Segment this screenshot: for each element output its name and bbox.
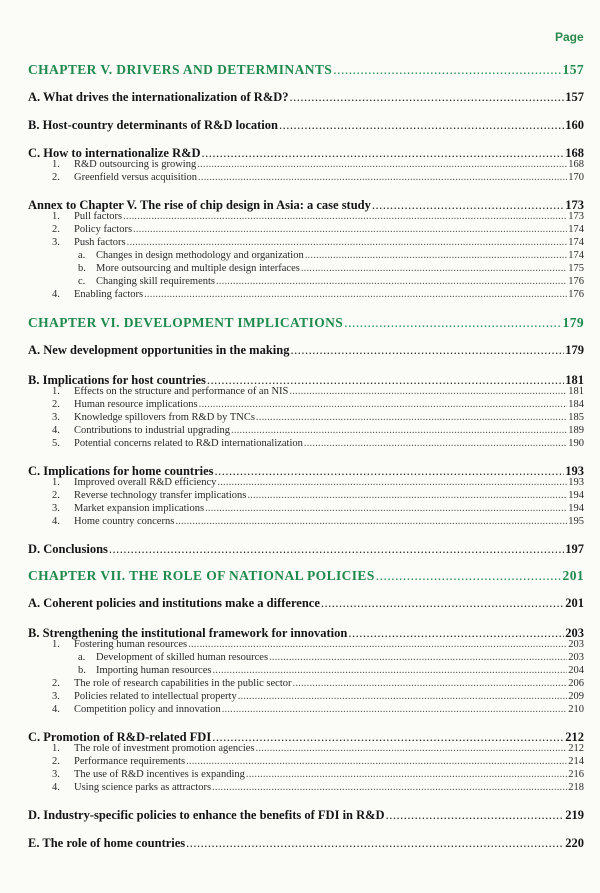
dot-leader xyxy=(386,808,565,823)
entry-number: 1. xyxy=(52,743,60,754)
toc-entry-section xyxy=(28,596,584,611)
entry-number: 1. xyxy=(52,386,60,397)
entry-number: c. xyxy=(78,276,86,287)
entry-title: CHAPTER VI. DEVELOPMENT IMPLICATIONS xyxy=(28,315,344,330)
toc-entry-sub xyxy=(52,172,584,183)
entry-page-number: 203 xyxy=(568,652,584,663)
entry-page-number: 201 xyxy=(565,596,584,610)
entry-page-number: 203 xyxy=(565,626,584,640)
dot-leader xyxy=(188,639,567,650)
entry-number: 4. xyxy=(52,425,60,436)
dot-leader xyxy=(199,399,568,410)
entry-number: 3. xyxy=(52,412,60,423)
dot-leader xyxy=(231,425,567,436)
entry-number: 2. xyxy=(52,399,60,410)
entry-number: 2. xyxy=(52,490,60,501)
toc-entry-section xyxy=(28,118,584,133)
dot-leader xyxy=(222,704,568,715)
dot-leader xyxy=(289,386,567,397)
dot-leader xyxy=(279,118,564,133)
entry-page-number: 174 xyxy=(568,224,584,235)
entry-page-number: 193 xyxy=(565,464,584,478)
entry-number: 4. xyxy=(52,289,60,300)
entry-page-number: 206 xyxy=(568,678,584,689)
toc-entry-sub xyxy=(52,386,584,397)
dot-leader xyxy=(175,516,567,527)
entry-title: E. The role of home countries xyxy=(28,836,186,850)
toc-entry-sub xyxy=(52,782,584,793)
toc-entry-sub xyxy=(52,438,584,449)
entry-title: Competition policy and innovation xyxy=(74,704,221,715)
entry-number: 4. xyxy=(52,516,60,527)
entry-title: Market expansion implications xyxy=(74,503,205,514)
toc-entry-section xyxy=(28,808,584,823)
entry-page-number: 170 xyxy=(568,172,584,183)
toc-entry-sub xyxy=(52,237,584,248)
entry-title: Home country concerns xyxy=(74,516,175,527)
toc-entry-section xyxy=(28,836,584,851)
toc-entry-subsub xyxy=(78,250,584,261)
entry-page-number: 179 xyxy=(562,315,584,330)
entry-number: 4. xyxy=(52,782,60,793)
dot-leader xyxy=(256,412,567,423)
entry-number: 5. xyxy=(52,438,60,449)
entry-title: Reverse technology transfer implications xyxy=(74,490,247,501)
toc-entry-chapter xyxy=(28,568,584,584)
entry-number: b. xyxy=(78,665,86,676)
dot-leader xyxy=(321,596,564,611)
dot-leader xyxy=(246,769,567,780)
entry-title: Push factors xyxy=(74,237,126,248)
entry-number: 3. xyxy=(52,691,60,702)
entry-title: CHAPTER VII. THE ROLE OF NATIONAL POLICIES xyxy=(28,568,375,583)
dot-leader xyxy=(109,542,564,557)
entry-page-number: 174 xyxy=(568,237,584,248)
entry-title: Performance requirements xyxy=(74,756,186,767)
entry-page-number: 174 xyxy=(568,250,584,261)
entry-page-number: 168 xyxy=(568,159,584,170)
entry-number: 3. xyxy=(52,503,60,514)
dot-leader xyxy=(144,289,567,300)
entry-number: 2. xyxy=(52,172,60,183)
entry-title: Human resource implications xyxy=(74,399,198,410)
entry-page-number: 216 xyxy=(568,769,584,780)
toc-entry-chapter xyxy=(28,62,584,78)
entry-page-number: 185 xyxy=(568,412,584,423)
dot-leader xyxy=(133,224,567,235)
dot-leader xyxy=(256,743,568,754)
entry-title: Fostering human resources xyxy=(74,639,188,650)
entry-number: 2. xyxy=(52,224,60,235)
dot-leader xyxy=(344,315,561,331)
toc-entry-sub xyxy=(52,639,584,650)
entry-title: More outsourcing and multiple design interfaces xyxy=(96,263,300,274)
toc-entry-sub xyxy=(52,704,584,715)
entry-title: CHAPTER V. DRIVERS AND DETERMINANTS xyxy=(28,62,333,77)
entry-title: R&D outsourcing is growing xyxy=(74,159,197,170)
dot-leader xyxy=(247,490,567,501)
toc-entry-sub xyxy=(52,224,584,235)
toc-entry-sub xyxy=(52,412,584,423)
entry-title: Development of skilled human resources xyxy=(96,652,269,663)
entry-title: Pull factors xyxy=(74,211,123,222)
entry-title: D. Industry-specific policies to enhance the benefits of FDI in R&D xyxy=(28,808,385,822)
toc-entry-subsub xyxy=(78,652,584,663)
toc-entry-section xyxy=(28,90,584,105)
toc-entry-sub xyxy=(52,425,584,436)
entry-title: Knowledge spillovers from R&D by TNCs xyxy=(74,412,255,423)
toc-entry-sub xyxy=(52,516,584,527)
entry-title: Greenfield versus acquisition xyxy=(74,172,198,183)
entry-page-number: 204 xyxy=(568,665,584,676)
entry-title: The role of research capabilities in the public sector xyxy=(74,678,292,689)
entry-title: Enabling factors xyxy=(74,289,144,300)
toc-entry-sub xyxy=(52,399,584,410)
entry-page-number: 160 xyxy=(565,118,584,132)
entry-title: Policy factors xyxy=(74,224,133,235)
dot-leader xyxy=(216,276,567,287)
entry-page-number: 176 xyxy=(568,276,584,287)
entry-title: Using science parks as attractors xyxy=(74,782,212,793)
entry-page-number: 195 xyxy=(568,516,584,527)
toc-entry-subsub xyxy=(78,276,584,287)
entry-number: 2. xyxy=(52,756,60,767)
entry-title: C. How to internationalize R&D xyxy=(28,146,201,160)
entry-title: C. Promotion of R&D-related FDI xyxy=(28,730,212,744)
entry-title: C. Implications for home countries xyxy=(28,464,214,478)
dot-leader xyxy=(212,665,567,676)
entry-page-number: 209 xyxy=(568,691,584,702)
dot-leader xyxy=(123,211,567,222)
dot-leader xyxy=(198,172,567,183)
dot-leader xyxy=(238,691,568,702)
entry-page-number: 173 xyxy=(565,198,584,212)
dot-leader xyxy=(212,782,567,793)
dot-leader xyxy=(333,62,561,78)
entry-page-number: 210 xyxy=(568,704,584,715)
entry-number: 1. xyxy=(52,159,60,170)
entry-page-number: 214 xyxy=(568,756,584,767)
entry-number: 1. xyxy=(52,211,60,222)
entry-title: B. Implications for host countries xyxy=(28,373,206,387)
dot-leader xyxy=(304,438,567,449)
toc-entry-sub xyxy=(52,477,584,488)
entry-page-number: 181 xyxy=(568,386,584,397)
toc-entry-section xyxy=(28,343,584,358)
entry-page-number: 193 xyxy=(568,477,584,488)
entry-number: 1. xyxy=(52,639,60,650)
entry-page-number: 184 xyxy=(568,399,584,410)
dot-leader xyxy=(293,678,568,689)
toc-entry-sub xyxy=(52,211,584,222)
entry-number: a. xyxy=(78,652,86,663)
entry-title: Annex to Chapter V. The rise of chip design in Asia: a case study xyxy=(28,198,371,212)
entry-number: b. xyxy=(78,263,86,274)
toc-entry-sub xyxy=(52,289,584,300)
toc-entry-chapter xyxy=(28,315,584,331)
entry-title: Potential concerns related to R&D internationalization xyxy=(74,438,303,449)
dot-leader xyxy=(197,159,567,170)
dot-leader xyxy=(186,756,567,767)
entry-number: 4. xyxy=(52,704,60,715)
entry-page-number: 175 xyxy=(568,263,584,274)
entry-title: Effects on the structure and performance of an NIS xyxy=(74,386,289,397)
entry-page-number: 201 xyxy=(562,568,584,583)
entry-number: 1. xyxy=(52,477,60,488)
entry-title: B. Host-country determinants of R&D location xyxy=(28,118,278,132)
entry-title: The use of R&D incentives is expanding xyxy=(74,769,245,780)
dot-leader xyxy=(205,503,567,514)
dot-leader xyxy=(305,250,568,261)
entry-page-number: 190 xyxy=(568,438,584,449)
page-column-header: Page xyxy=(555,30,584,44)
entry-title: Importing human resources xyxy=(96,665,212,676)
toc-entry-sub xyxy=(52,490,584,501)
entry-title: Improved overall R&D efficiency xyxy=(74,477,217,488)
toc-entry-section xyxy=(28,542,584,557)
dot-leader xyxy=(376,568,562,584)
entry-page-number: 212 xyxy=(568,743,584,754)
dot-leader xyxy=(127,237,568,248)
entry-number: 3. xyxy=(52,769,60,780)
entry-page-number: 220 xyxy=(565,836,584,850)
entry-page-number: 194 xyxy=(568,503,584,514)
entry-page-number: 168 xyxy=(565,146,584,160)
entry-page-number: 194 xyxy=(568,490,584,501)
toc-entry-sub xyxy=(52,756,584,767)
toc-entry-sub xyxy=(52,691,584,702)
entry-title: Changing skill requirements xyxy=(96,276,215,287)
entry-title: A. Coherent policies and institutions make a difference xyxy=(28,596,320,610)
entry-title: Contributions to industrial upgrading xyxy=(74,425,231,436)
entry-page-number: 189 xyxy=(568,425,584,436)
toc-entry-sub xyxy=(52,678,584,689)
dot-leader xyxy=(217,477,567,488)
entry-title: Policies related to intellectual property xyxy=(74,691,237,702)
dot-leader xyxy=(269,652,567,663)
toc-entry-sub xyxy=(52,769,584,780)
entry-title: B. Strengthening the institutional framework for innovation xyxy=(28,626,348,640)
entry-page-number: 179 xyxy=(565,343,584,357)
entry-number: 2. xyxy=(52,678,60,689)
entry-page-number: 157 xyxy=(562,62,584,77)
entry-title: D. Conclusions xyxy=(28,542,108,556)
dot-leader xyxy=(290,343,564,358)
entry-number: 3. xyxy=(52,237,60,248)
entry-title: The role of investment promotion agencies xyxy=(74,743,255,754)
toc-entry-sub xyxy=(52,159,584,170)
entry-page-number: 203 xyxy=(568,639,584,650)
entry-title: A. New development opportunities in the making xyxy=(28,343,290,357)
entry-page-number: 176 xyxy=(568,289,584,300)
entry-page-number: 197 xyxy=(565,542,584,556)
entry-title: Changes in design methodology and organization xyxy=(96,250,304,261)
entry-page-number: 212 xyxy=(565,730,584,744)
dot-leader xyxy=(186,836,564,851)
toc-entry-sub xyxy=(52,503,584,514)
toc-entry-subsub xyxy=(78,665,584,676)
entry-number: a. xyxy=(78,250,86,261)
entry-page-number: 218 xyxy=(568,782,584,793)
toc-entry-sub xyxy=(52,743,584,754)
entry-page-number: 157 xyxy=(565,90,584,104)
entry-title: A. What drives the internationalization of R&D? xyxy=(28,90,289,104)
dot-leader xyxy=(290,90,565,105)
entry-page-number: 173 xyxy=(568,211,584,222)
entry-page-number: 219 xyxy=(565,808,584,822)
toc-entry-subsub xyxy=(78,263,584,274)
entry-page-number: 181 xyxy=(565,373,584,387)
dot-leader xyxy=(301,263,567,274)
